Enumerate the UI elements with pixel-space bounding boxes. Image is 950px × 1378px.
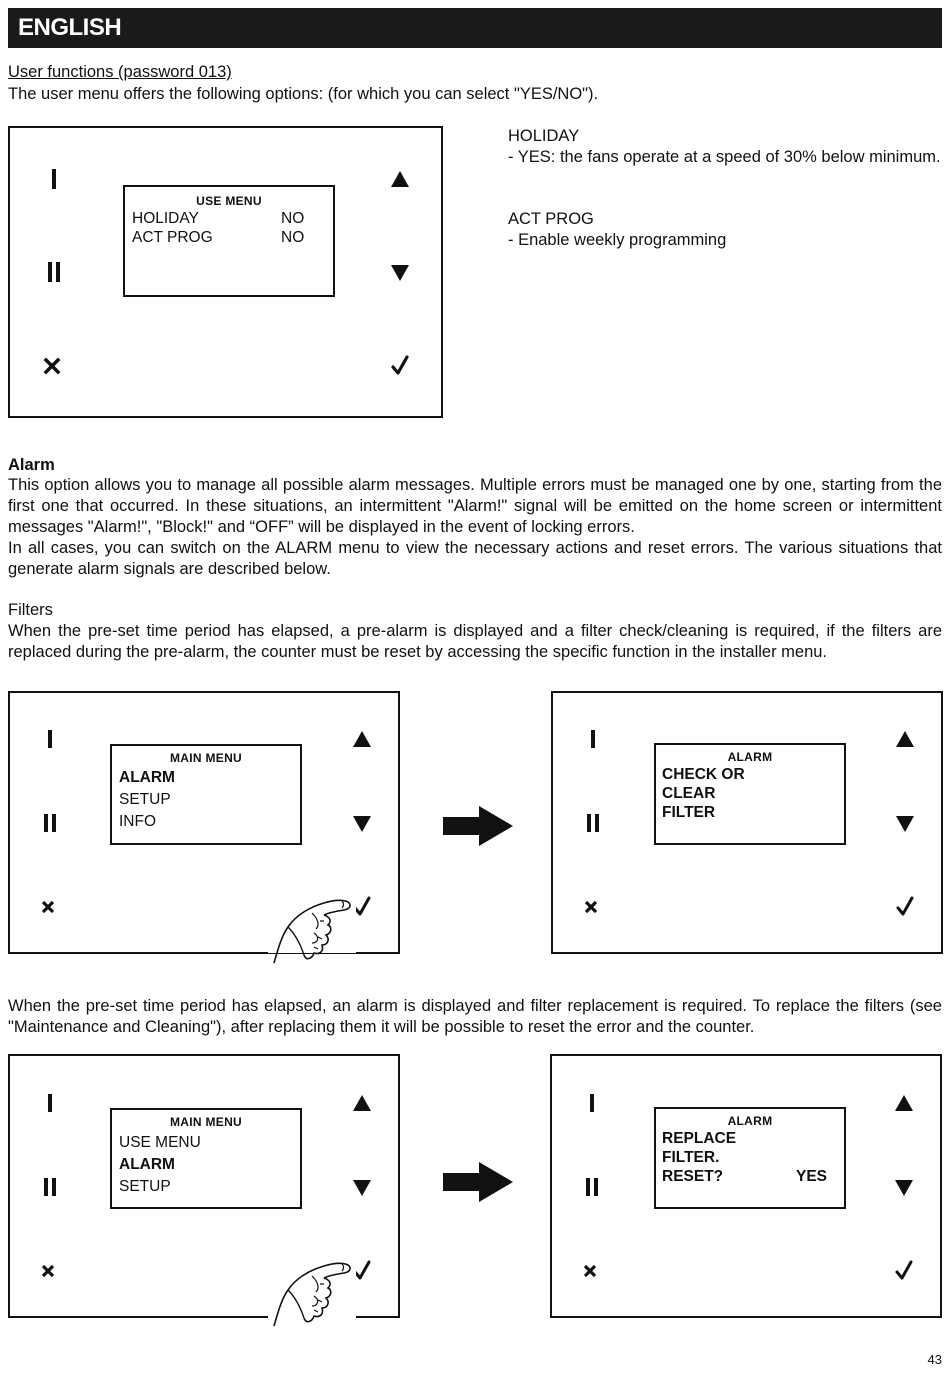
check-icon — [891, 1257, 917, 1283]
button-ii-icon — [41, 259, 67, 285]
up-triangle-icon — [891, 1090, 917, 1116]
down-triangle-icon — [349, 811, 375, 837]
up-triangle-icon — [387, 166, 413, 192]
menu-item-setup: SETUP — [119, 791, 171, 808]
close-icon — [578, 894, 604, 920]
section-header: ENGLISH — [8, 8, 942, 48]
right-arrow-icon — [443, 806, 515, 846]
down-triangle-icon — [891, 1175, 917, 1201]
menu-item-alarm: ALARM — [119, 769, 175, 786]
button-ii-icon — [580, 810, 606, 836]
screen-title: USE MENU — [196, 194, 262, 208]
menu-item-use-menu: USE MENU — [119, 1134, 201, 1151]
alarm-paragraph-2: In all cases, you can switch on the ALARM menu to view the necessary actions and reset errors. The various situations that generate alarm signals are described below. — [8, 539, 942, 578]
use-menu-screen — [123, 185, 335, 297]
alarm-screen — [654, 743, 846, 845]
menu-item-setup: SETUP — [119, 1178, 171, 1195]
down-triangle-icon — [349, 1175, 375, 1201]
alarm-line-1: REPLACE — [662, 1130, 737, 1147]
main-menu-screen — [110, 744, 302, 845]
close-icon — [577, 1258, 603, 1284]
act-prog-title: ACT PROG — [508, 210, 594, 228]
screen-title: ALARM — [727, 750, 773, 764]
check-icon — [387, 352, 413, 378]
holiday-label: HOLIDAY — [132, 210, 199, 227]
filters-paragraph: When the pre-set time period has elapsed, a pre-alarm is displayed and a filter check/cleaning is required, if the filters are replaced during the pre-alarm, the counter must be reset by accessing the specific function in the installer menu. — [8, 622, 942, 661]
screen-title: MAIN MENU — [169, 751, 243, 765]
down-triangle-icon — [892, 811, 918, 837]
filters-heading: Filters — [8, 601, 53, 619]
menu-item-info: INFO — [119, 813, 157, 830]
act-prog-value: NO — [281, 229, 305, 246]
alarm-screen — [654, 1107, 846, 1209]
up-triangle-icon — [349, 1090, 375, 1116]
button-i-icon — [37, 1090, 63, 1116]
reset-value: YES — [796, 1168, 828, 1185]
close-icon — [39, 353, 65, 379]
alarm-panel-2 — [550, 1054, 942, 1318]
button-ii-icon — [37, 1174, 63, 1200]
act-prog-description: - Enable weekly programming — [508, 231, 727, 249]
alarm-panel-1 — [551, 691, 943, 954]
holiday-value: NO — [281, 210, 305, 227]
button-ii-icon — [37, 810, 63, 836]
main-menu-screen — [110, 1108, 302, 1209]
replacement-paragraph: When the pre-set time period has elapsed, an alarm is displayed and filter replacement is required. To replace the filters (see "Maintenance and Cleaning"), after replacing them it will be possible to reset the error and the counter. — [8, 997, 942, 1036]
menu-item-alarm: ALARM — [119, 1156, 175, 1173]
page-number: 43 — [927, 1352, 942, 1367]
pointing-hand-icon — [268, 1256, 356, 1332]
screen-title: ALARM — [727, 1114, 773, 1128]
button-ii-icon — [579, 1174, 605, 1200]
button-i-icon — [579, 1090, 605, 1116]
check-icon — [892, 893, 918, 919]
close-icon — [35, 894, 61, 920]
pointing-hand-icon — [268, 893, 356, 969]
alarm-line-1: CHECK OR — [662, 766, 745, 783]
act-prog-label: ACT PROG — [132, 229, 213, 246]
close-icon — [35, 1258, 61, 1284]
alarm-line-3: RESET? — [662, 1168, 724, 1185]
screen-title: MAIN MENU — [169, 1115, 243, 1129]
alarm-paragraph-1: This option allows you to manage all possible alarm messages. Multiple errors must be managed one by one, starting from the first one that occurred. In these situations, an intermittent "Alarm!" signal will be emitted on the home screen or intermittent messages "Alarm!", "Block!" and “OFF” will be displayed in the event of locking errors. — [8, 476, 942, 536]
alarm-line-2: FILTER. — [662, 1149, 720, 1166]
up-triangle-icon — [349, 726, 375, 752]
use-menu-panel — [8, 126, 443, 418]
holiday-title: HOLIDAY — [508, 127, 580, 145]
alarm-heading: Alarm — [8, 456, 55, 474]
down-triangle-icon — [387, 260, 413, 286]
right-arrow-icon — [443, 1162, 515, 1202]
up-triangle-icon — [892, 726, 918, 752]
alarm-line-3: FILTER — [662, 804, 716, 821]
user-menu-intro-text: The user menu offers the following options: (for which you can select "YES/NO"). — [8, 85, 599, 103]
holiday-description: - YES: the fans operate at a speed of 30% below minimum. — [508, 148, 941, 166]
button-i-icon — [37, 726, 63, 752]
button-i-icon — [580, 726, 606, 752]
user-functions-heading: User functions (password 013) — [8, 63, 232, 81]
button-i-icon — [41, 166, 67, 192]
alarm-line-2: CLEAR — [662, 785, 716, 802]
